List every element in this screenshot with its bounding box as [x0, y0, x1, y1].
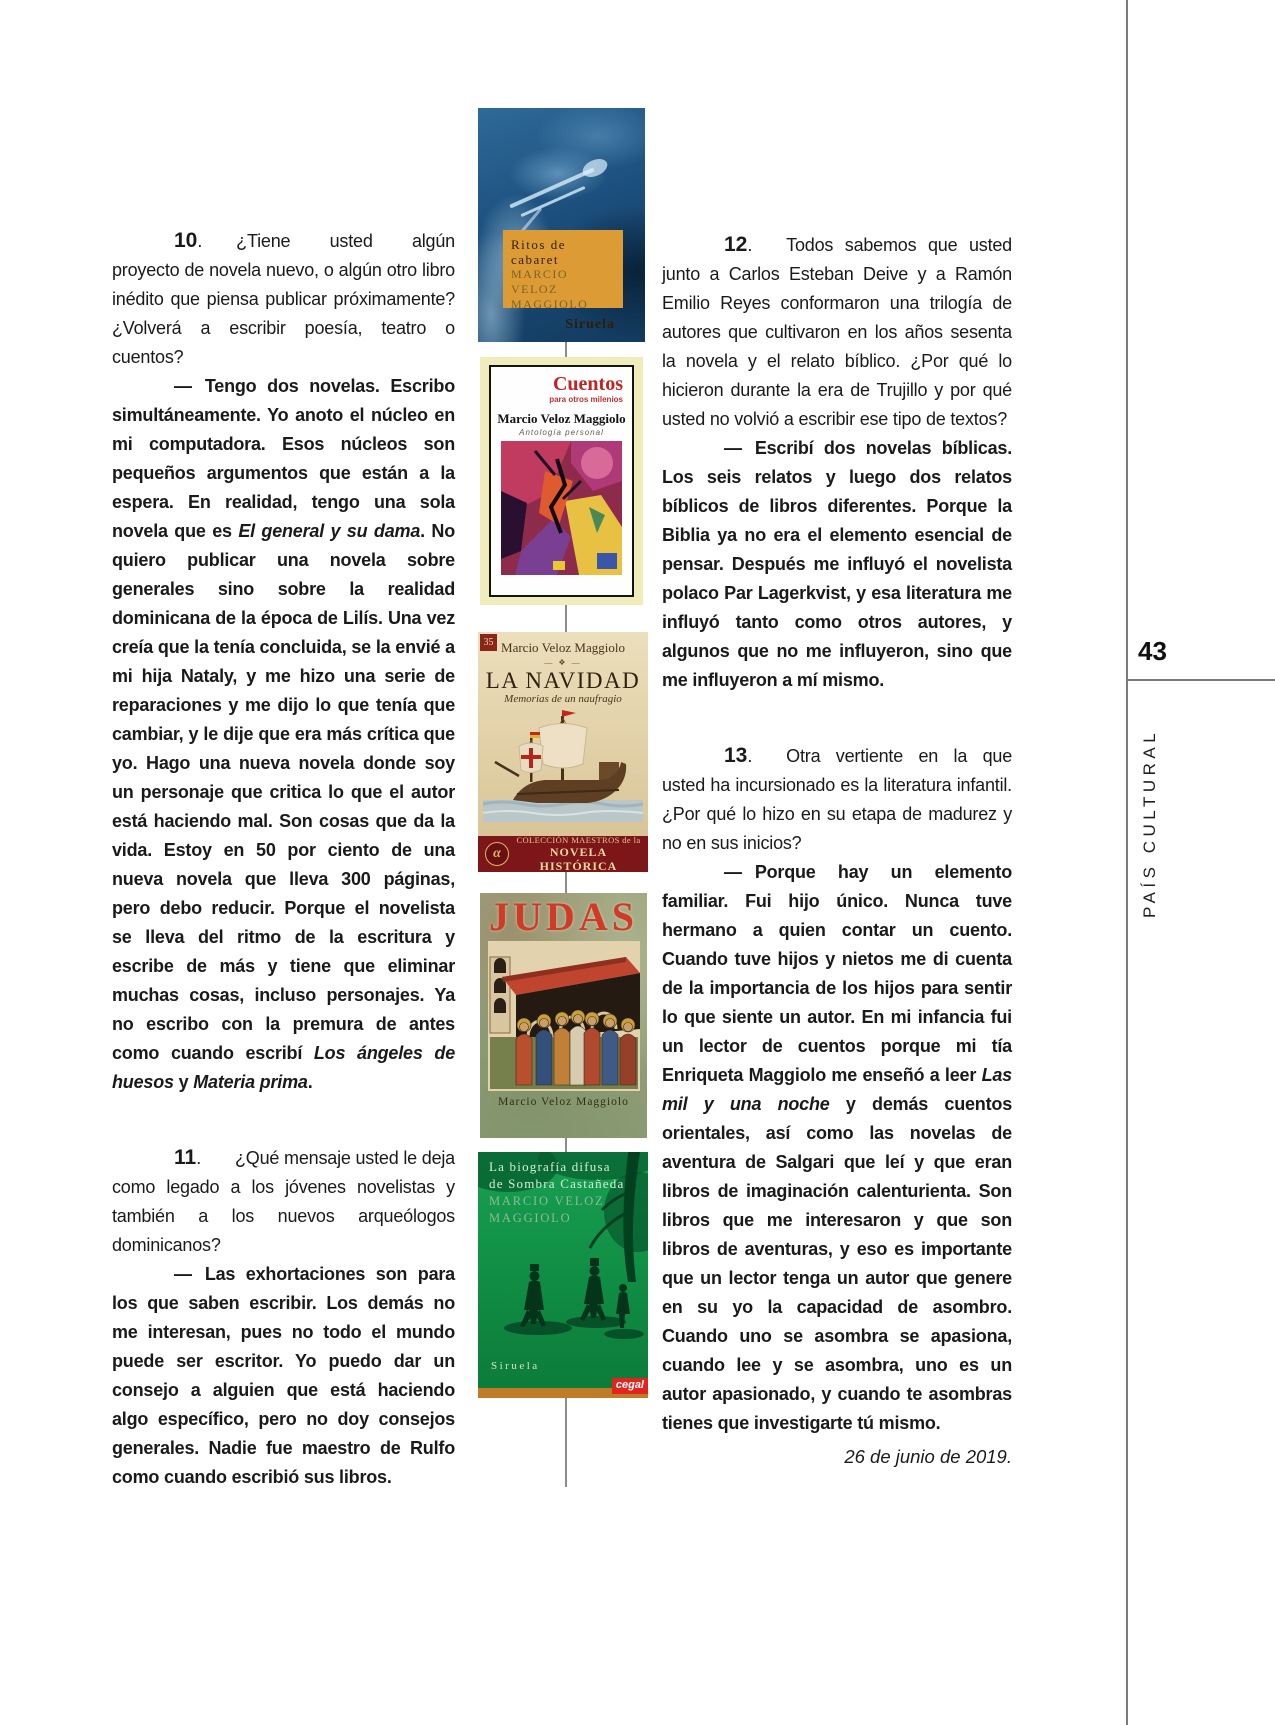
series-number-badge: 35: [480, 634, 497, 651]
book-author: MAGGIOLO: [489, 1211, 572, 1225]
question-number: 12: [724, 233, 748, 256]
fresco-painting: [488, 941, 640, 1091]
book-title: de Sombra Castañeda: [489, 1176, 625, 1191]
page-number: 43: [1138, 636, 1167, 666]
question-text: ¿Tiene usted algún proyecto de novela nuevo, o algún otro libro inédito que piensa publicar próximamente? ¿Volverá a escribir poesía, teatro o cuentos?: [112, 231, 455, 367]
book-title: JUDAS: [489, 894, 638, 939]
sidebar-horizontal-rule: [1126, 679, 1275, 681]
book-cover-judas: [480, 893, 647, 1138]
answer-dash: —: [724, 438, 742, 458]
abstract-painting: [501, 441, 622, 575]
book-cover-cuentos: [480, 357, 643, 605]
question-number: 11: [174, 1146, 197, 1169]
answer-dash: —: [724, 862, 742, 882]
answer-text: Porque hay un elemento familiar. Fui hijo único. Nunca tuve hermano a quien contar un cuento. Cuando tuve hijos y nietos me di cuenta de la importancia de los hijos para sentir lo que siente un autor. En mi infancia fui un lector de cuentos porque mi tía Enriqueta Maggiolo me enseñó a leer Las mil y una noche y demás cuentos orientales, así como las novelas de aventura de Salgari que leí y que eran libros de imaginación calenturienta. Son libros que me interesaron y que son libros de aventuras, y eso es importante que un lector tenga un autor que genere en su yo la capacidad de asombro. Cuando uno se asombra se apasiona, cuando lee y se asombra, uno es un autor apasionado, y cuando te asombras tienes que investigarte tú mismo.: [662, 862, 1013, 1433]
book-title: Ritos de cabaret: [511, 237, 566, 267]
answer-text: Escribí dos novelas bíblicas. Los seis relatos y luego dos relatos bíblicos de libros diferentes. Porque la Biblia ya no era el elemento esencial de pensar. Después me influyó el novelista polaco Par Lagerkvist, y esa literatura me influyó tanto como otros autores, y algunos que no me influyeron, sino que me influyeron a mí mismo.: [662, 438, 1012, 690]
question-text: ¿Qué mensaje usted le deja como legado a los jóvenes novelistas y también a los nuevos arqueólogos dominicanos?: [112, 1148, 455, 1255]
answer-text: Tengo dos novelas. Escribo simultáneamente. Yo anoto el núcleo en mi computadora. Esos núcleos son pequeños argumentos que están a la espera. En realidad, tengo una sola novela que es El general y su dama. No quiero publicar una novela sobre generales sino sobre la realidad dominicana de la época de Lilís. Una vez creía que la tenía concluida, se la envié a mi hija Nataly, y me hizo una serie de reparaciones y me dijo lo que tenía que cambiar, y le dije que era más crítica que yo. Hago una nueva novela donde soy un personaje que critica lo que el autor está haciendo mal. Son cosas que da la vida. Estoy en 50 por ciento de una nueva novela que lleva 300 páginas, pero debo reducir. Porque el novelista se lleva del ritmo de la escritura y escribe de más y tiene que eliminar muchas cosas, incluso personajes. Ya no escribo con la premura de antes como cuando escribí Los ángeles de huesos y Materia prima.: [112, 376, 456, 1092]
book-author: Marcio Veloz Maggiolo: [501, 640, 625, 655]
book-title: La biografía difusa: [489, 1159, 611, 1174]
answer-dash: —: [174, 376, 192, 396]
book-cover-la-navidad: [478, 632, 648, 872]
sidebar-vertical-rule: [1126, 0, 1128, 1725]
book-cover-la-biografia-difusa: [478, 1152, 648, 1398]
question-number: 10: [174, 229, 198, 252]
answer-dash: —: [174, 1264, 192, 1284]
book-title: LA NAVIDAD: [485, 668, 641, 693]
question-text: Todos sabemos que usted junto a Carlos Esteban Deive y a Ramón Emilio Reyes conformaron una trilogía de autores que cultivaron en los años sesenta la novela y el relato bíblico. ¿Por qué lo hicieron durante la era de Trujillo y por qué usted no volvió a escribir ese tipo de textos?: [662, 235, 1012, 429]
book-title: Cuentos: [552, 373, 623, 395]
question-13: 13. Otra vertiente en la que usted ha incursionado es la literatura infantil. ¿Por qué lo hizo en su etapa de madurez y no en sus inicios?: [662, 744, 1012, 853]
book-author: Marcio Veloz Maggiolo: [498, 1096, 629, 1108]
section-title-vertical: PAÍS CULTURAL: [1140, 728, 1159, 918]
article-date: 26 de junio de 2019.: [844, 1446, 1012, 1467]
collection-name: COLECCIÓN MAESTROS de la: [516, 835, 641, 845]
question-number: 13: [724, 744, 748, 767]
cover-frame: [489, 365, 634, 597]
book-author: MARCIO VELOZ: [489, 1194, 605, 1208]
collection-name: NOVELA HISTÓRICA: [539, 845, 618, 872]
collection-band: [478, 836, 648, 872]
cegal-logo: cegal: [612, 1378, 648, 1394]
book-subtitle: para otros milenios: [549, 395, 623, 404]
book-subtitle: Memorias de un naufragio: [504, 693, 622, 705]
book-author: MARCIO VELOZ: [511, 267, 569, 296]
answer-text: Las exhortaciones son para los que saben escribir. Los demás no me interesan, pues no todo el mundo puede ser escritor. Yo puedo dar un consejo a alguien que está haciendo algo específico, pero no doy consejos generales. Nadie fue maestro de Rulfo como cuando escribió sus libros.: [112, 1264, 455, 1487]
alpha-logo-icon: α: [485, 842, 509, 866]
publisher-name: Siruela: [491, 1360, 540, 1372]
question-text: Otra vertiente en la que usted ha incursionado es la literatura infantil. ¿Por qué lo hizo en su etapa de madurez y no en sus inicios?: [662, 746, 1012, 853]
book-cover-ritos-de-cabaret: [478, 108, 645, 342]
publisher-name: Siruela: [565, 317, 615, 332]
caravel-ship-illustration: [483, 706, 643, 822]
question-10: 10. ¿Tiene usted algún proyecto de novela nuevo, o algún otro libro inédito que piensa publicar próximamente? ¿Volverá a escribir poesía, teatro o cuentos?: [112, 229, 455, 367]
trumpet-highlight: [520, 186, 585, 217]
title-box: [503, 230, 623, 332]
book-tagline: Antología personal: [519, 428, 604, 437]
question-12: 12. Todos sabemos que usted junto a Carlos Esteban Deive y a Ramón Emilio Reyes conformaron una trilogía de autores que cultivaron en los años sesenta la novela y el relato bíblico. ¿Por qué lo hicieron durante la era de Trujillo y por qué usted no volvió a escribir ese tipo de textos?: [662, 233, 1012, 429]
trumpet-bell-highlight: [580, 155, 610, 180]
book-author: Marcio Veloz Maggiolo: [497, 411, 626, 426]
book-author: MAGGIOLO: [511, 297, 589, 311]
right-text-column: [588, 230, 1012, 1470]
question-11: 11. ¿Qué mensaje usted le deja como legado a los jóvenes novelistas y también a los nuevos arqueólogos dominicanos?: [112, 1146, 455, 1255]
ornament-divider: — ❖ —: [544, 658, 582, 667]
